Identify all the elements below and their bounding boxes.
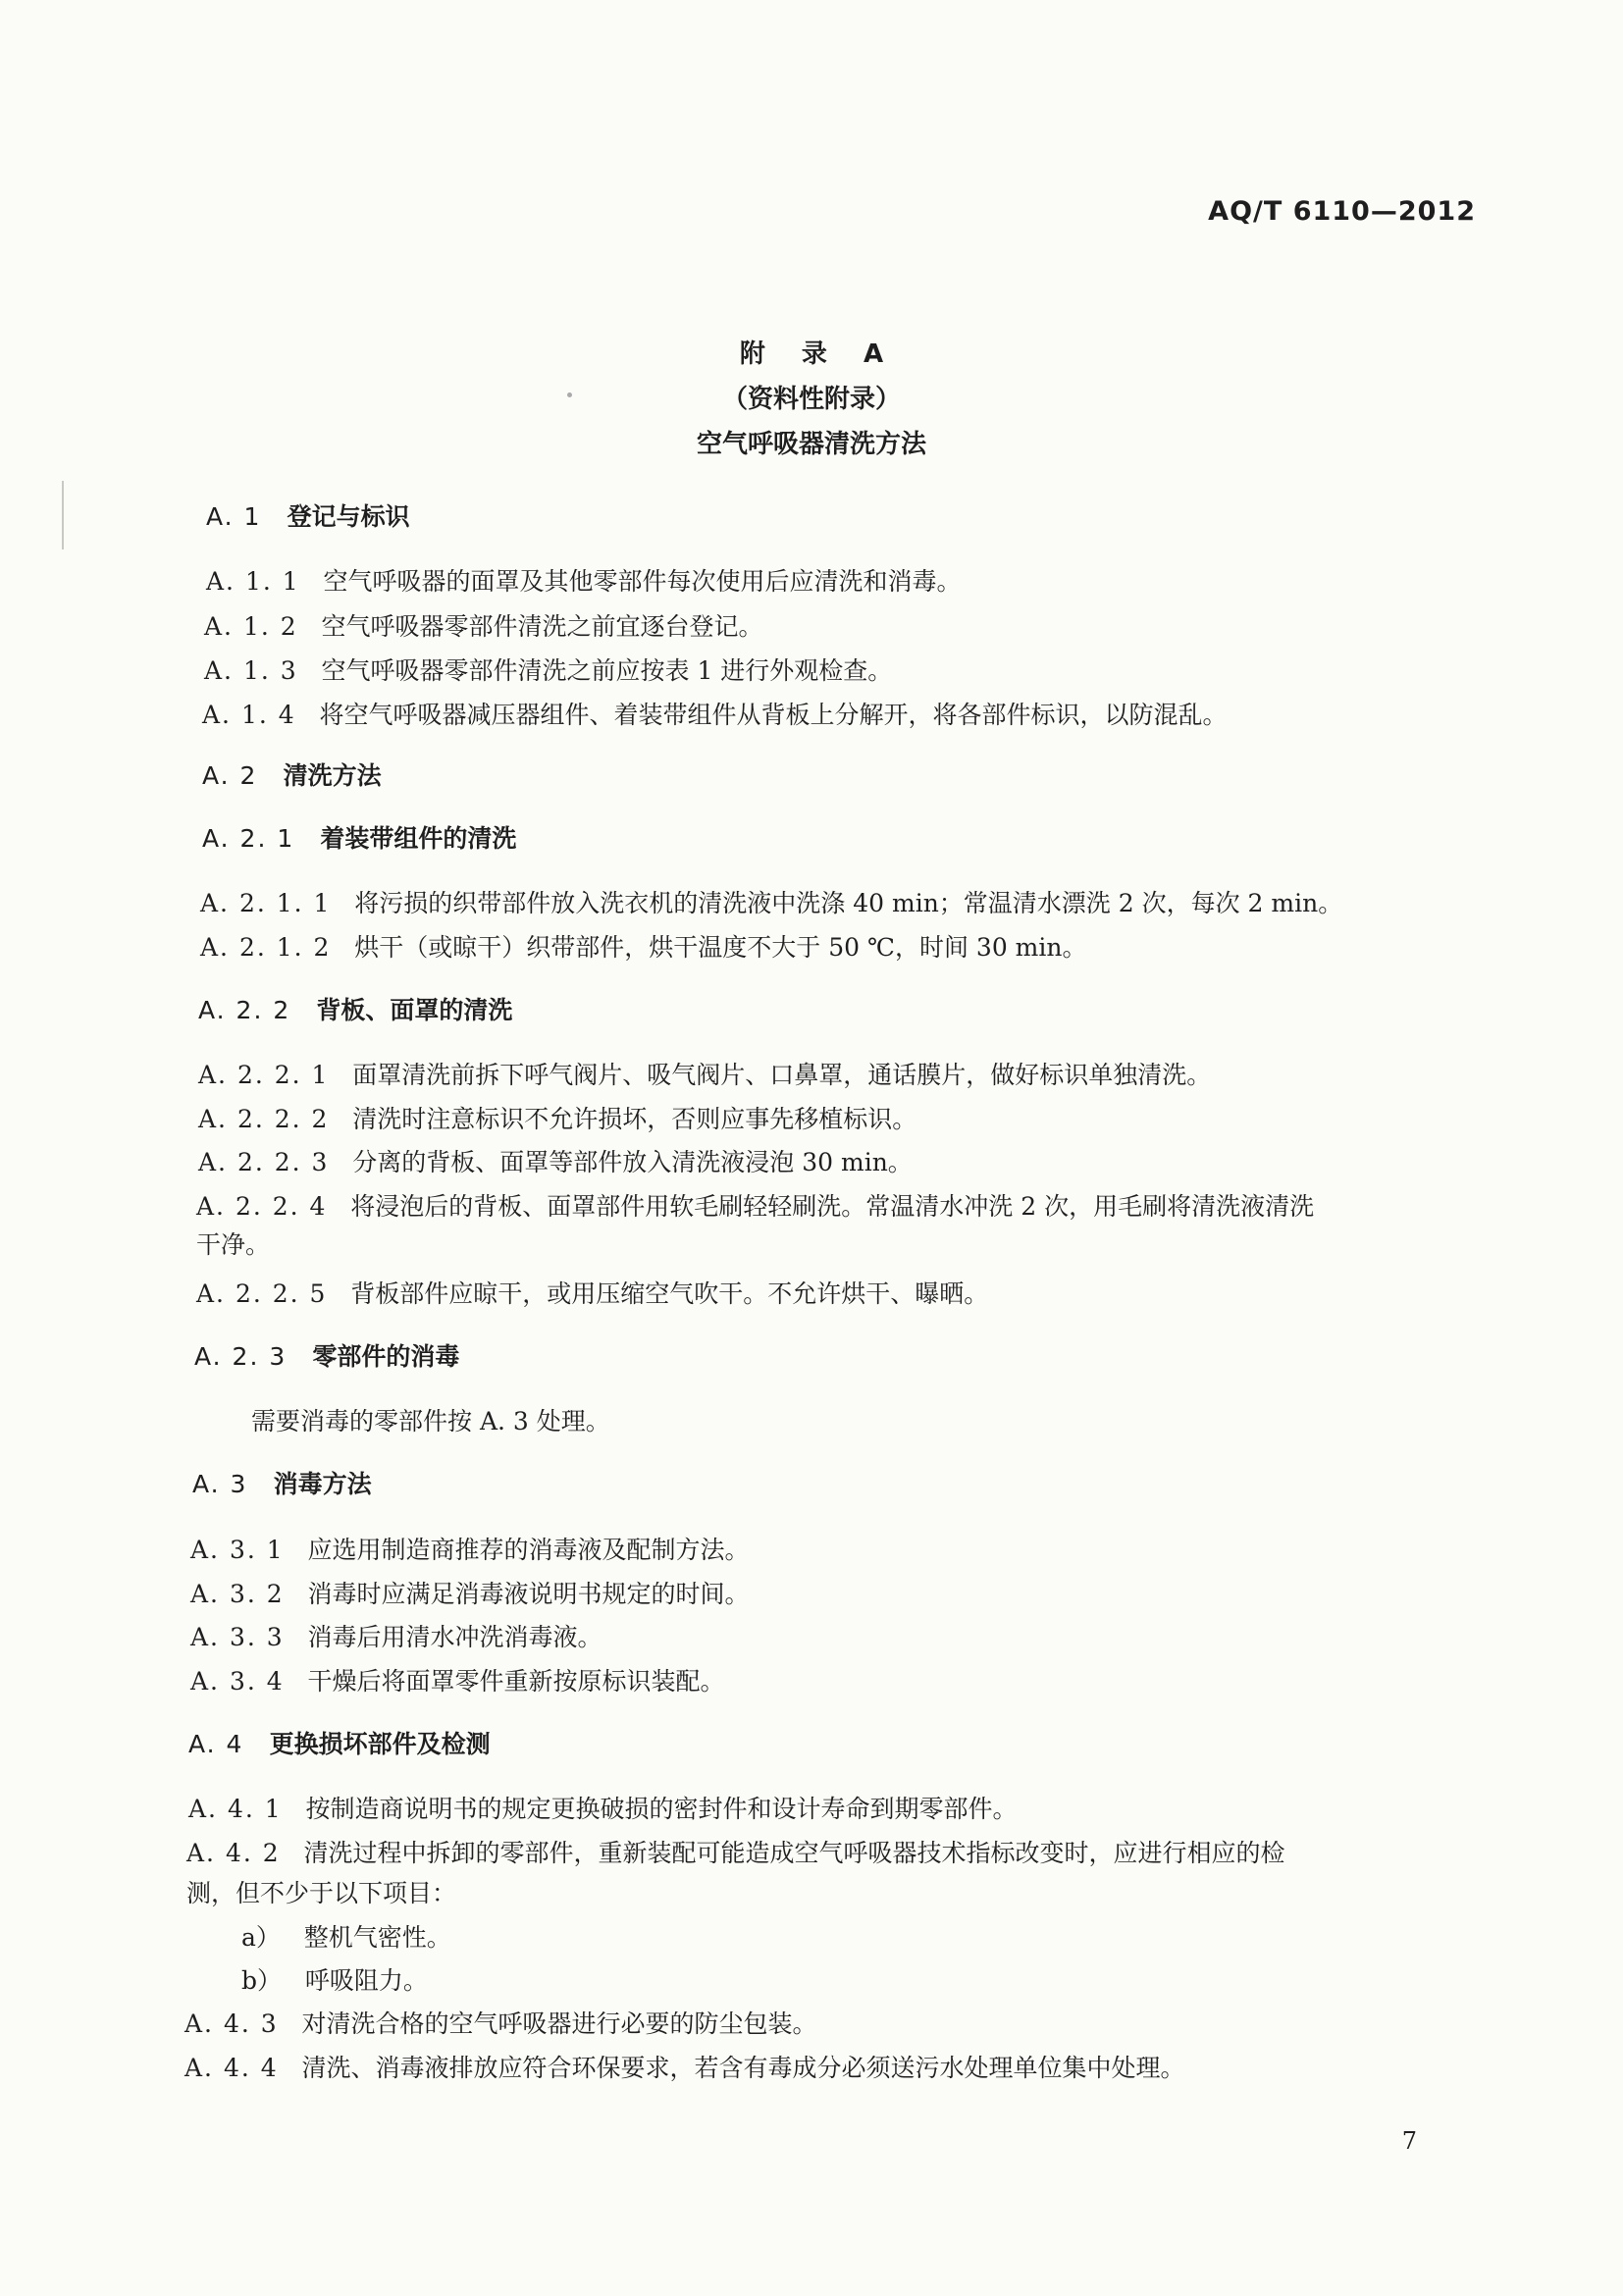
list-item: a） 整机气密性。 — [241, 1923, 451, 1952]
clause: A. 1. 4 将空气呼吸器减压器组件、着装带组件从背板上分解开，将各部件标识，以防混乱。 — [202, 701, 1228, 729]
section-heading: A. 2 清洗方法 — [202, 761, 382, 790]
scan-edge-mark — [62, 481, 64, 549]
subsection-heading: A. 2. 2 背板、面罩的清洗 — [198, 996, 513, 1024]
clause: A. 1. 3 空气呼吸器零部件清洗之前应按表 1 进行外观检查。 — [204, 656, 893, 685]
section-heading: A. 3 消毒方法 — [192, 1470, 372, 1498]
clause: A. 1. 1 空气呼吸器的面罩及其他零部件每次使用后应清洗和消毒。 — [206, 567, 962, 596]
appendix-subtitle: （资料性附录） — [721, 385, 901, 414]
clause: A. 4. 1 按制造商说明书的规定更换破损的密封件和设计寿命到期零部件。 — [188, 1795, 1018, 1823]
clause: A. 2. 1. 2 烘干（或晾干）织带部件，烘干温度不大于 50 ℃，时间 30 min。 — [200, 933, 1087, 962]
clause: A. 4. 3 对清洗合格的空气呼吸器进行必要的防尘包装。 — [184, 2009, 817, 2038]
clause: A. 1. 2 空气呼吸器零部件清洗之前宜逐台登记。 — [204, 612, 763, 641]
clause: A. 4. 4 清洗、消毒液排放应符合环保要求，若含有毒成分必须送污水处理单位集中处理。 — [184, 2054, 1185, 2082]
clause-continuation: 测，但不少于以下项目： — [186, 1879, 457, 1907]
appendix-name: 空气呼吸器清洗方法 — [696, 430, 926, 459]
clause: A. 2. 2. 1 面罩清洗前拆下呼气阀片、吸气阀片、口鼻罩，通话膜片，做好标识单独清洗。 — [198, 1061, 1212, 1089]
clause: A. 3. 2 消毒时应满足消毒液说明书规定的时间。 — [190, 1580, 750, 1608]
clause: A. 3. 4 干燥后将面罩零件重新按原标识装配。 — [190, 1667, 725, 1696]
clause: A. 3. 3 消毒后用清水冲洗消毒液。 — [190, 1623, 602, 1651]
standard-code: AQ/T 6110—2012 — [1208, 196, 1476, 227]
appendix-heading — [0, 332, 1623, 467]
clause: A. 2. 2. 3 分离的背板、面罩等部件放入清洗液浸泡 30 min。 — [198, 1148, 913, 1176]
clause: A. 2. 2. 2 清洗时注意标识不允许损坏，否则应事先移植标识。 — [198, 1105, 917, 1133]
subsection-heading: A. 2. 1 着装带组件的清洗 — [202, 824, 517, 853]
clause-continuation: 干净。 — [196, 1230, 271, 1259]
clause: A. 2. 2. 5 背板部件应晾干，或用压缩空气吹干。不允许烘干、曝晒。 — [196, 1279, 989, 1308]
appendix-title: 附 录 A — [739, 339, 898, 369]
clause: A. 4. 2 清洗过程中拆卸的零部件，重新装配可能造成空气呼吸器技术指标改变时，应进行相应的检 — [186, 1839, 1285, 1867]
clause: A. 2. 1. 1 将污损的织带部件放入洗衣机的清洗液中洗涤 40 min；常温清水漂洗 2 次，每次 2 min。 — [200, 889, 1343, 917]
page-number: 7 — [1401, 2127, 1417, 2155]
subsection-heading: A. 2. 3 零部件的消毒 — [194, 1342, 460, 1371]
list-item: b） 呼吸阻力。 — [241, 1966, 428, 1995]
paragraph: 需要消毒的零部件按 A. 3 处理。 — [251, 1407, 610, 1435]
clause: A. 2. 2. 4 将浸泡后的背板、面罩部件用软毛刷轻轻刷洗。常温清水冲洗 2 次，用毛刷将清洗液清洗 — [196, 1192, 1315, 1221]
section-heading: A. 1 登记与标识 — [206, 502, 410, 531]
section-heading: A. 4 更换损坏部件及检测 — [188, 1730, 491, 1758]
clause: A. 3. 1 应选用制造商推荐的消毒液及配制方法。 — [190, 1536, 750, 1564]
